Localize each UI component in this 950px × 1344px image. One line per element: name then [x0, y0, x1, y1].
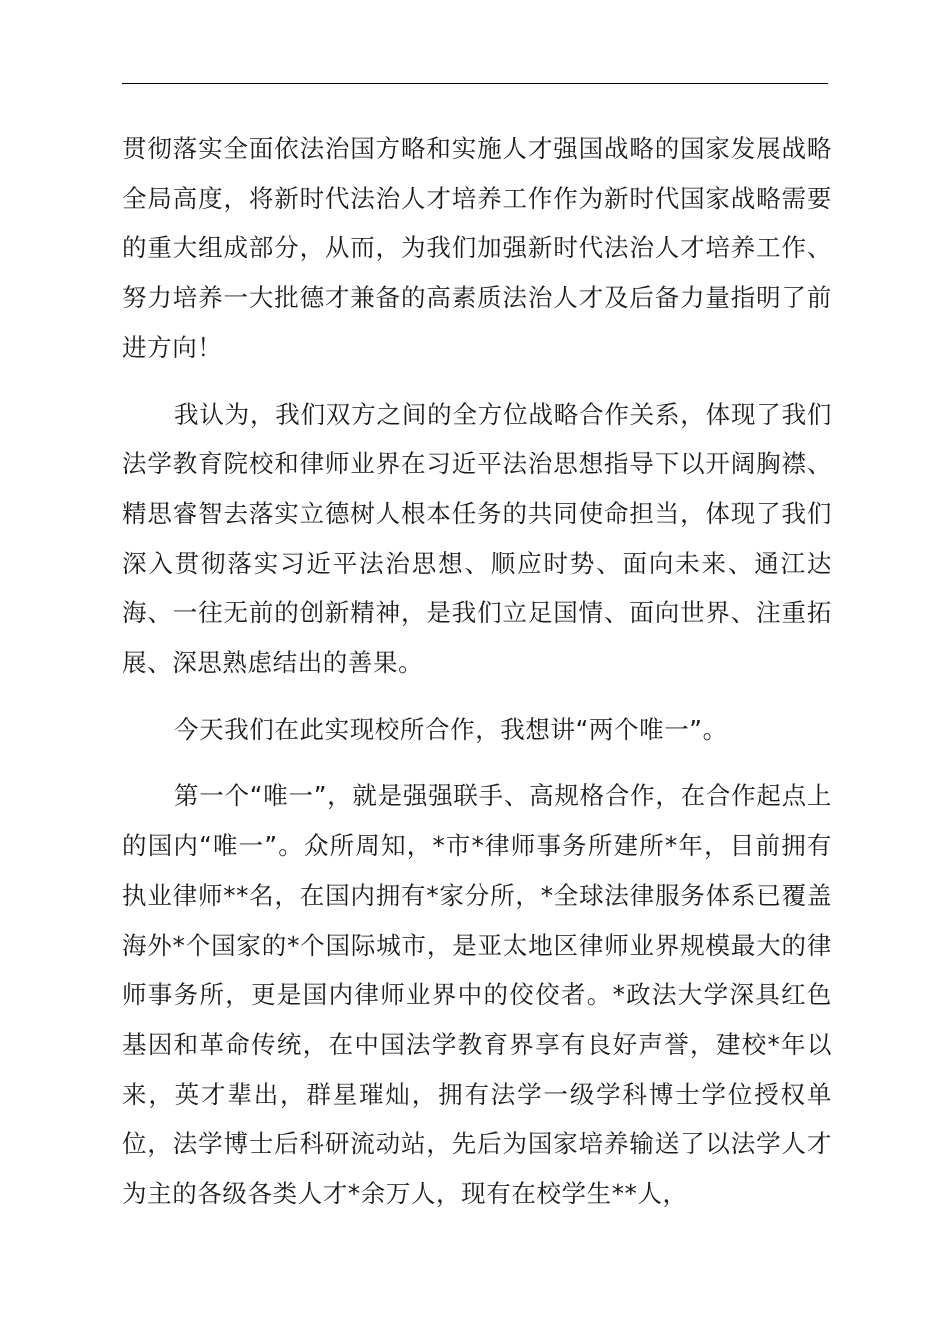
header-rule	[122, 83, 828, 84]
paragraph-1: 贯彻落实全面依法治国方略和实施人才强国战略的国家发展战略全局高度，将新时代法治人才培养工作作为新时代国家战略需要的重大组成部分，从而，为我们加强新时代法治人才培养工作、努力培养一大批德才兼备的高素质法治人才及后备力量指明了前进方向！	[122, 134, 832, 362]
paragraph-3: 今天我们在此实现校所合作，我想讲“两个唯一”。	[174, 714, 728, 744]
paragraph-4: 第一个“唯一”，就是强强联手、高规格合作，在合作起点上的国内“唯一”。众所周知，*市*律师事务所建所*年，目前拥有执业律师**名，在国内拥有*家分所，*全球法律服务体系已覆盖海外*个国家的*个国际城市，是亚太地区律师业界规模最大的律师事务所，更是国内律师业界中的佼佼者。*政法大学深具红色基因和革命传统，在中国法学教育界享有良好声誉，建校*年以来，英才辈出，群星璀灿，拥有法学一级学科博士学位授权单位，法学博士后科研流动站，先后为国家培养输送了以法学人才为主的各级各类人才*余万人，现有在校学生**人，	[122, 781, 832, 1209]
body-text	[122, 124, 832, 1219]
paragraph-2: 我认为，我们双方之间的全方位战略合作关系，体现了我们法学教育院校和律师业界在习近平法治思想指导下以开阔胸襟、精思睿智去落实立德树人根本任务的共同使命担当，体现了我们深入贯彻落实习近平法治思想、顺应时势、面向未来、通江达海、一往无前的创新精神，是我们立足国情、面向世界、注重拓展、深思熟虑结出的善果。	[122, 399, 832, 678]
